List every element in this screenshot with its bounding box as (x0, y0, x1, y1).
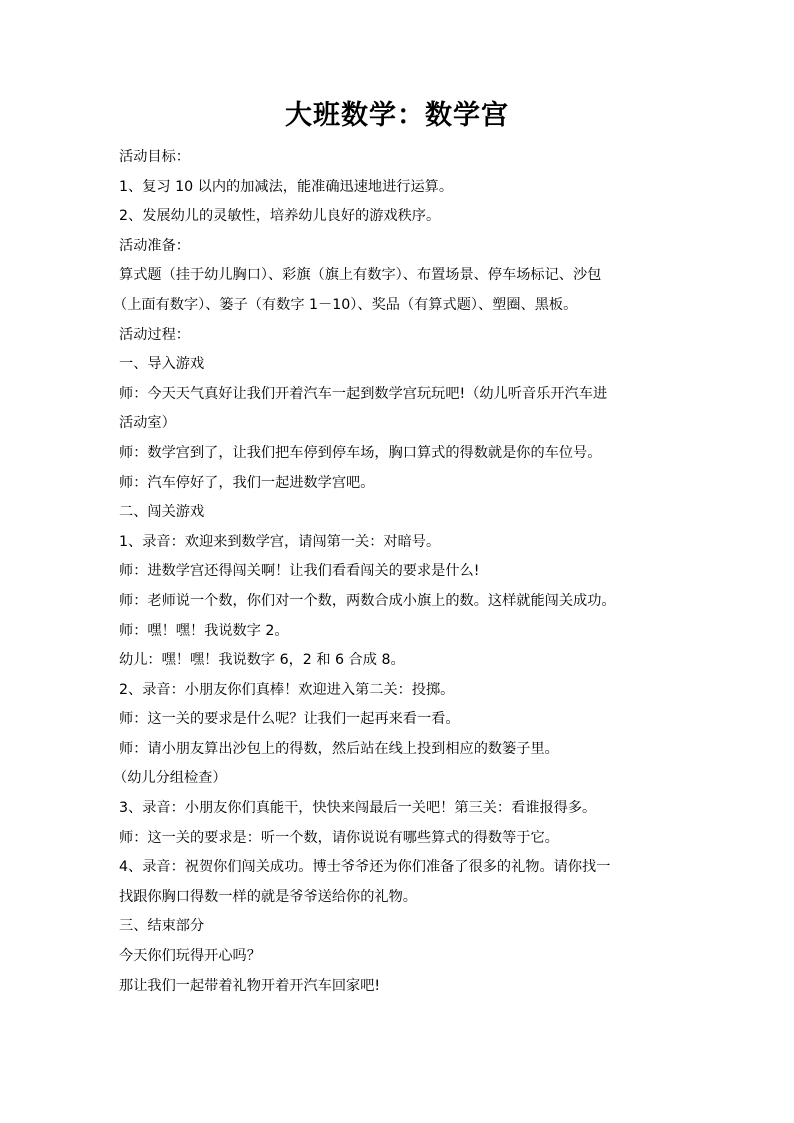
paragraph-line: 师：数学宫到了，让我们把车停到停车场，胸口算式的得数就是你的车位号。 (119, 444, 602, 461)
paragraph-line: 活动室） (119, 415, 176, 432)
paragraph-line: 今天你们玩得开心吗？ (119, 948, 261, 965)
paragraph-line: （幼儿分组检查） (113, 770, 227, 787)
paragraph-line: 师：请小朋友算出沙包上的得数，然后站在线上投到相应的数篓子里。 (119, 740, 559, 757)
subheading-ending: 三、结束部分 (119, 918, 205, 935)
paragraph-line: 3、录音：小朋友你们真能干，快快来闯最后一关吧！第三关：看谁报得多。 (119, 800, 597, 817)
paragraph-line: 4、录音：祝贺你们闯关成功。博士爷爷还为你们准备了很多的礼物。请你找一 (119, 859, 611, 876)
section-heading-preparation: 活动准备： (119, 237, 190, 254)
goal-item-2: 2、发展幼儿的灵敏性，培养幼儿良好的游戏秩序。 (119, 208, 441, 225)
paragraph-line: 师：这一关的要求是什么呢？让我们一起再来看一看。 (119, 711, 460, 728)
subheading-level-game: 二、闯关游戏 (119, 504, 205, 521)
section-heading-process: 活动过程： (119, 326, 190, 343)
paragraph-line: 找跟你胸口得数一样的就是爷爷送给你的礼物。 (119, 888, 417, 905)
preparation-text-line-1: 算式题（挂于幼儿胸口）、彩旗（旗上有数字）、布置场景、停车场标记、沙包 (119, 267, 602, 284)
paragraph-line: 师：进数学宫还得闯关啊！让我们看看闯关的要求是什么! (119, 563, 480, 580)
paragraph-line: 师：这一关的要求是：听一个数，请你说说有哪些算式的得数等于它。 (119, 829, 559, 846)
paragraph-line: 幼儿：嘿！嘿！我说数字 6，2 和 6 合成 8。 (119, 652, 405, 669)
document-title: 大班数学：数学宫 (285, 100, 509, 131)
paragraph-line: 师：老师说一个数，你们对一个数，两数合成小旗上的数。这样就能闯关成功。 (119, 592, 616, 609)
goal-item-1: 1、复习 10 以内的加减法，能准确迅速地进行运算。 (119, 178, 454, 195)
paragraph-line: 1、录音：欢迎来到数学宫，请闯第一关：对暗号。 (119, 533, 441, 550)
paragraph-line: 师：汽车停好了，我们一起进数学宫吧。 (119, 474, 375, 491)
preparation-text-line-2: （上面有数字）、篓子（有数字 1－10）、奖品（有算式题）、塑圈、黑板。 (113, 296, 578, 313)
document-body (113, 143, 689, 1001)
paragraph-line: 师：今天天气真好让我们开着汽车一起到数学宫玩玩吧!（幼儿听音乐开汽车进 (119, 385, 608, 402)
subheading-intro-game: 一、导入游戏 (119, 356, 205, 373)
paragraph-line: 那让我们一起带着礼物开着开汽车回家吧! (119, 977, 381, 994)
paragraph-line: 2、录音：小朋友你们真棒！欢迎进入第二关：投掷。 (119, 681, 455, 698)
paragraph-line: 师：嘿！嘿！我说数字 2。 (119, 622, 289, 639)
section-heading-goals: 活动目标： (119, 149, 190, 165)
